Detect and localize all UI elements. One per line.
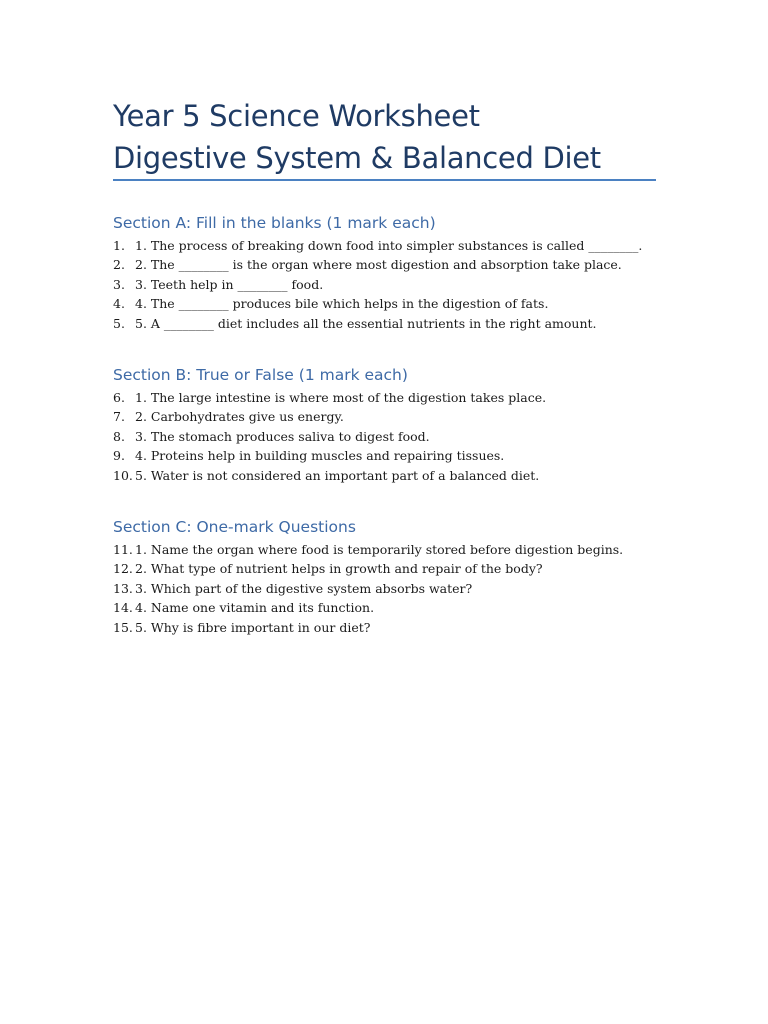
section-a-heading: Section A: Fill in the blanks (1 mark each) — [113, 214, 436, 232]
item-text: 1. The process of breaking down food into simpler substances is called ________. — [135, 238, 643, 253]
list-item — [113, 540, 673, 559]
title-underline-rule — [113, 179, 656, 181]
section-c-list — [113, 540, 673, 637]
item-text: 5. Why is fibre important in our diet? — [135, 619, 371, 635]
list-item — [113, 255, 673, 274]
item-text: 4. Name one vitamin and its function. — [135, 600, 375, 616]
item-text: 3. Teeth help in ________ food. — [135, 276, 324, 292]
title-line-2: Digestive System & Balanced Diet — [113, 141, 601, 175]
item-number: 1. — [113, 238, 125, 253]
list-item — [113, 579, 673, 598]
item-number: 5. — [113, 315, 125, 331]
item-number: 11. — [113, 542, 133, 557]
list-item — [113, 466, 673, 485]
item-number: 7. — [113, 409, 125, 425]
item-text: 5. A ________ diet includes all the essential nutrients in the right amount. — [135, 315, 597, 331]
item-text: 3. Which part of the digestive system absorbs water? — [135, 580, 473, 596]
item-number: 4. — [113, 296, 125, 312]
section-b-heading: Section B: True or False (1 mark each) — [113, 366, 408, 384]
list-item — [113, 598, 673, 617]
item-number: 3. — [113, 276, 125, 292]
item-text: 2. Carbohydrates give us energy. — [135, 409, 344, 425]
title-line-1: Year 5 Science Worksheet — [113, 99, 480, 133]
list-item — [113, 236, 673, 255]
item-number: 9. — [113, 448, 125, 464]
item-number: 15. — [113, 619, 133, 635]
item-text: 2. What type of nutrient helps in growth and repair of the body? — [135, 561, 543, 577]
list-item — [113, 446, 673, 465]
section-b — [113, 364, 673, 485]
item-text: 2. The ________ is the organ where most digestion and absorption take place. — [135, 257, 622, 273]
list-item — [113, 388, 673, 407]
worksheet-title — [113, 95, 658, 179]
item-text: 1. Name the organ where food is temporarily stored before digestion begins. — [135, 542, 624, 557]
item-number: 10. — [113, 467, 133, 483]
item-text: 4. The ________ produces bile which helps in the digestion of fats. — [135, 296, 549, 312]
item-text: 5. Water is not considered an important part of a balanced diet. — [135, 467, 540, 483]
list-item — [113, 427, 673, 446]
item-number: 6. — [113, 390, 125, 405]
item-text: 1. The large intestine is where most of the digestion takes place. — [135, 390, 547, 405]
item-number: 14. — [113, 600, 133, 616]
list-item — [113, 407, 673, 426]
item-number: 12. — [113, 561, 133, 577]
list-item — [113, 275, 673, 294]
list-item — [113, 559, 673, 578]
list-item — [113, 314, 673, 333]
section-a-list — [113, 236, 673, 333]
section-b-list — [113, 388, 673, 485]
item-number: 8. — [113, 428, 125, 444]
item-number: 2. — [113, 257, 125, 273]
section-a — [113, 212, 673, 333]
list-item — [113, 618, 673, 637]
item-number: 13. — [113, 580, 133, 596]
section-c-heading: Section C: One-mark Questions — [113, 518, 356, 536]
list-item — [113, 294, 673, 313]
item-text: 3. The stomach produces saliva to digest food. — [135, 428, 430, 444]
section-c — [113, 516, 673, 637]
item-text: 4. Proteins help in building muscles and repairing tissues. — [135, 448, 505, 464]
